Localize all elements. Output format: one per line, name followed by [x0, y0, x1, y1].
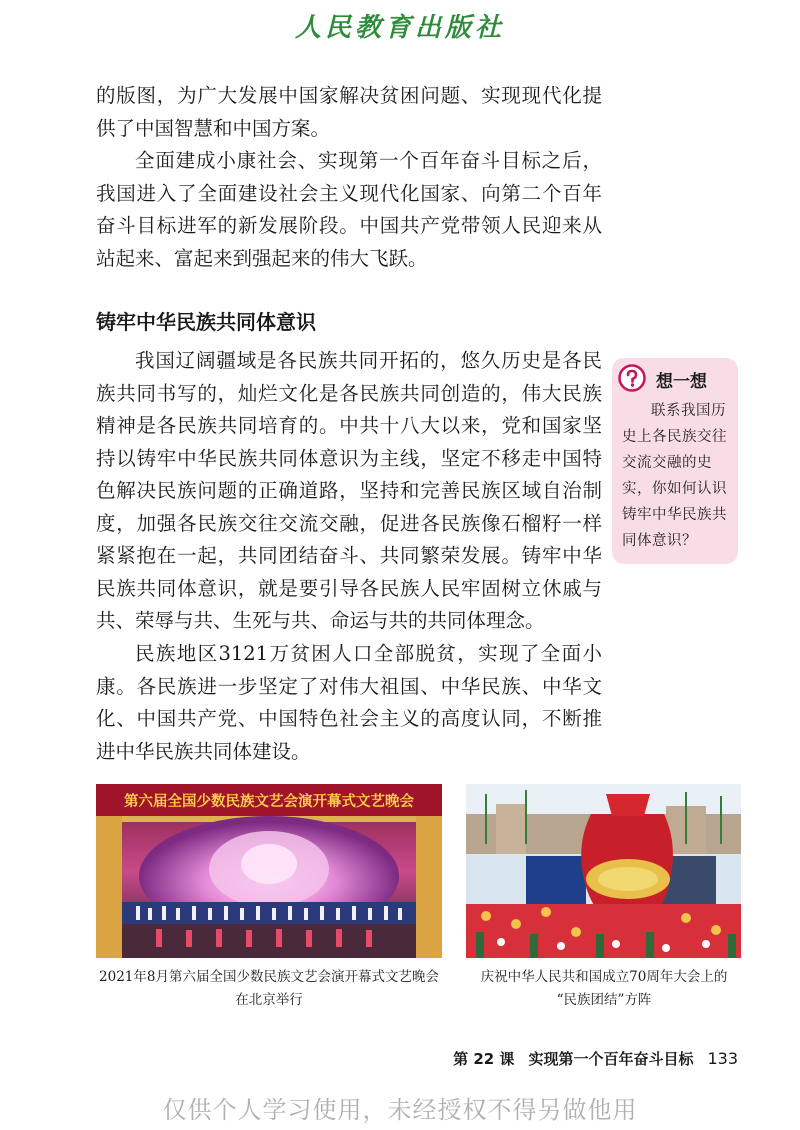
footer-lesson-number: 第 22 课: [453, 1050, 515, 1068]
paragraph-4: 民族地区3121万贫困人口全部脱贫，实现了全面小康。各民族进一步坚定了对伟大祖国、中华民族、中华文化、中国共产党、中国特色社会主义的高度认同，不断推进中华民族共同体建设。: [96, 642, 602, 763]
caption-left: [90, 966, 448, 1012]
photo-stage-performance: [96, 784, 442, 958]
page-footer: [453, 1048, 738, 1069]
watermark-text: 仅供个人学习使用，未经授权不得另做他用: [162, 1096, 638, 1124]
caption-right-line-1: 庆祝中华人民共和国成立70周年大会上的: [480, 969, 728, 985]
question-icon: [618, 364, 646, 392]
caption-right: [462, 966, 746, 1012]
think-box: [612, 358, 738, 564]
think-box-title: 想一想: [656, 372, 707, 392]
caption-left-line-2: 在北京举行: [235, 992, 303, 1008]
think-box-body: 联系我国历史上各民族交往交流交融的史实，你如何认识铸牢中华民族共同体意识？: [622, 403, 727, 549]
caption-left-line-1: 2021年8月第六届全国少数民族文艺会演开幕式文艺晚会: [99, 969, 439, 985]
paragraph-1: 的版图，为广大发展中国家解决贫困问题、实现现代化提供了中国智慧和中国方案。: [96, 84, 602, 140]
publisher-logo-graphic: [270, 6, 530, 46]
stage-banner-text: 第六届全国少数民族文艺会演开幕式文艺晚会: [124, 794, 414, 810]
publisher-logo-text: 人民教育出版社: [294, 13, 506, 43]
caption-right-line-2: “民族团结”方阵: [556, 992, 652, 1008]
page-number: 133: [707, 1049, 738, 1068]
paragraph-3: 我国辽阔疆域是各民族共同开拓的，悠久历史是各民族共同书写的，灿烂文化是各民族共同创造的，伟大民族精神是各民族共同培育的。中共十八大以来，党和国家坚持以铸牢中华民族共同体意识为主线，坚定不移走中国特色解决民族问题的正确道路，坚持和完善民族区域自治制度，加强各民族交往交流交融，促进各民族像石榴籽一样紧紧抱在一起，共同团结奋斗、共同繁荣发展。铸牢中华民族共同体意识，就是要引导各民族人民牢固树立休戚与共、荣辱与共、生死与共、命运与共的共同体理念。: [96, 349, 602, 632]
footer-lesson-title: 实现第一个百年奋斗目标: [528, 1050, 694, 1068]
publisher-logo: [0, 6, 800, 46]
section-heading: 铸牢中华民族共同体意识: [96, 310, 316, 334]
photo-national-day-parade: [466, 784, 741, 958]
paragraph-2: 全面建成小康社会、实现第一个百年奋斗目标之后，我国进入了全面建设社会主义现代化国家、向第二个百年奋斗目标进军的新发展阶段。中国共产党带领人民迎来从站起来、富起来到强起来的伟大飞跃。: [96, 149, 602, 270]
